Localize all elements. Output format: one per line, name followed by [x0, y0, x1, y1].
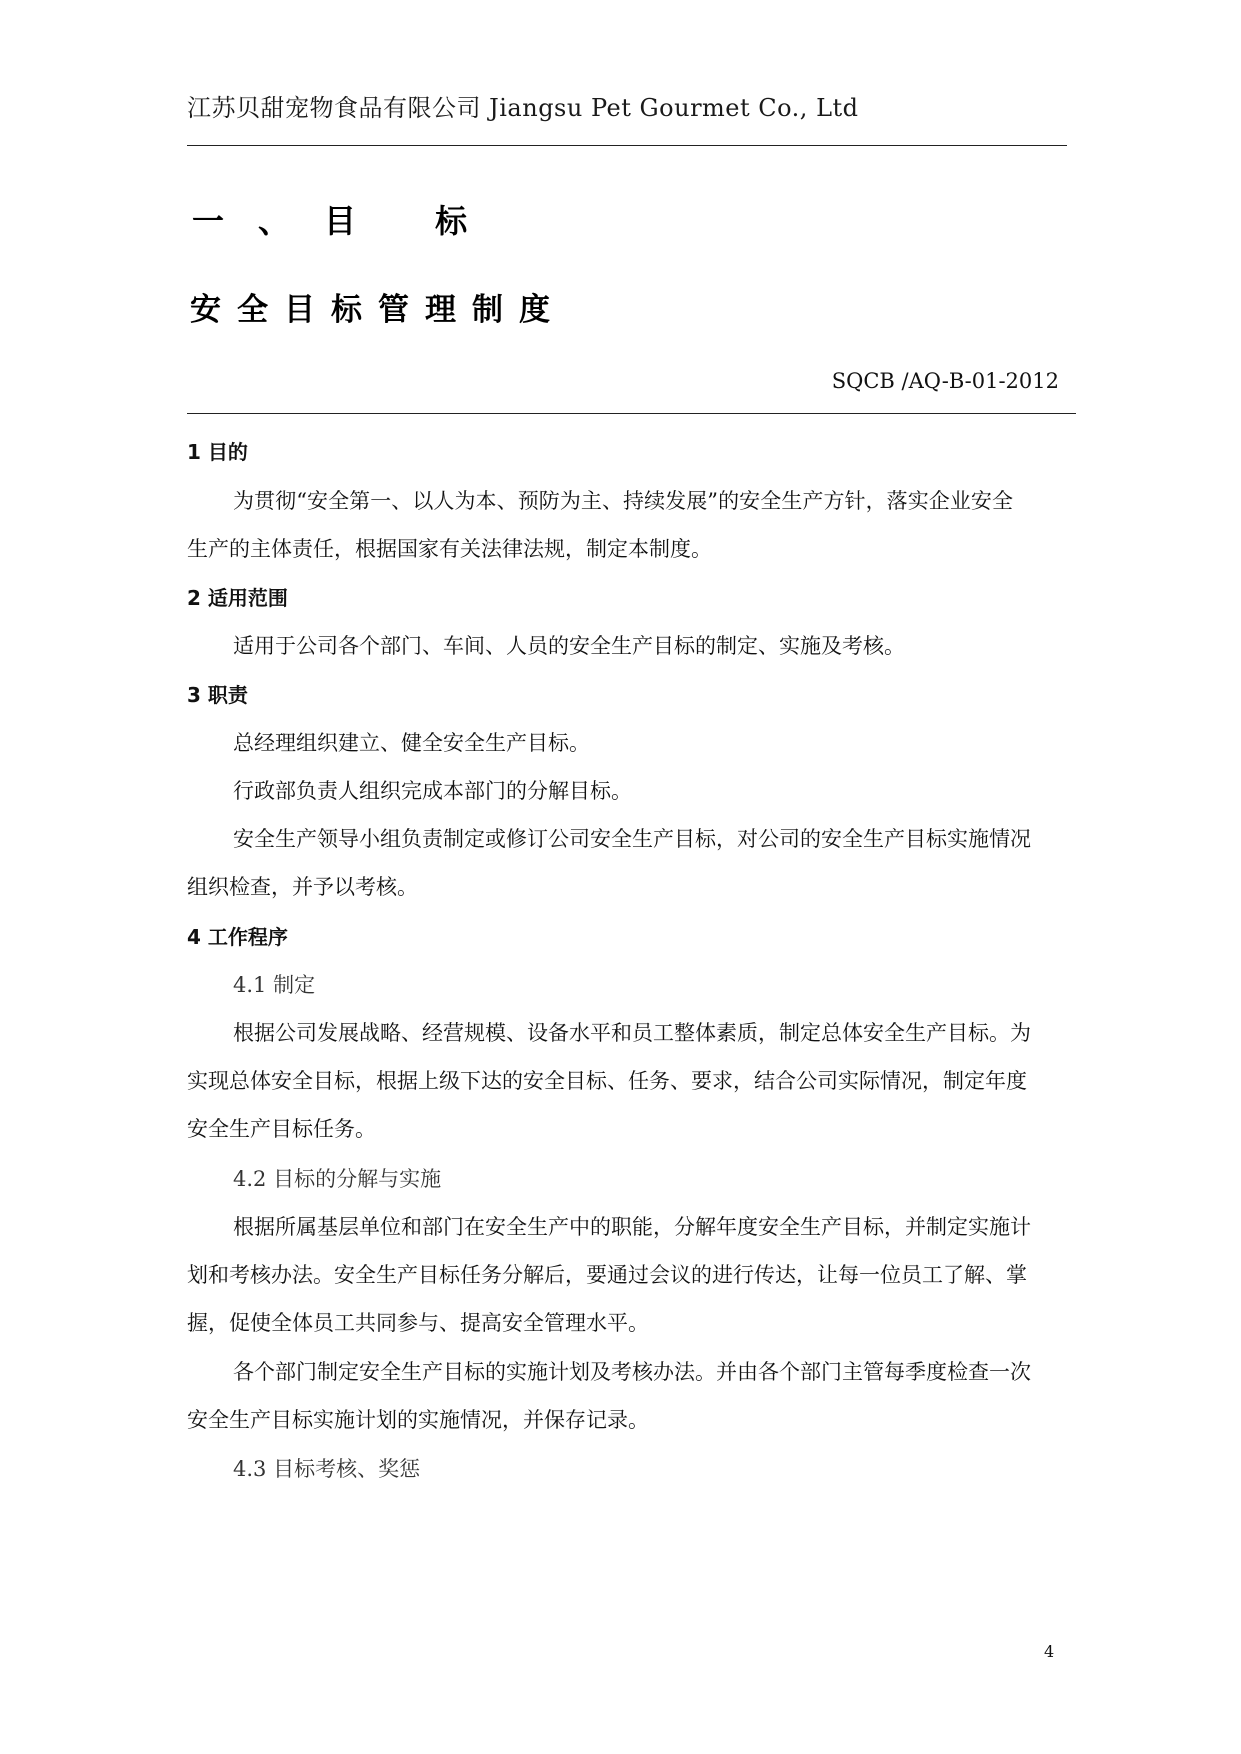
paragraph-line: 根据所属基层单位和部门在安全生产中的职能，分解年度安全生产目标，并制定实施计 [233, 1215, 1031, 1239]
paragraph-line: 为贯彻“安全第一、以人为本、预防为主、持续发展”的安全生产方针，落实企业安全 [233, 489, 1013, 513]
subsection-heading: 4.1 制定 [233, 973, 316, 997]
document-title: 安全目标管理制度 [190, 292, 566, 328]
subsection-heading: 4.3 目标考核、奖惩 [233, 1457, 421, 1481]
paragraph-line: 各个部门制定安全生产目标的实施计划及考核办法。并由各个部门主管每季度检查一次 [233, 1360, 1031, 1384]
paragraph-line: 实现总体安全目标，根据上级下达的安全目标、任务、要求，结合公司实际情况，制定年度 [187, 1069, 1027, 1093]
paragraph-line: 行政部负责人组织完成本部门的分解目标。 [233, 779, 632, 803]
paragraph-line: 生产的主体责任，根据国家有关法律法规，制定本制度。 [187, 537, 712, 561]
paragraph-line: 握，促使全体员工共同参与、提高安全管理水平。 [187, 1311, 649, 1335]
paragraph-line: 安全生产领导小组负责制定或修订公司安全生产目标，对公司的安全生产目标实施情况 [233, 827, 1031, 851]
paragraph-line: 安全生产目标任务。 [187, 1117, 376, 1141]
section-heading: 2 适用范围 [187, 586, 288, 610]
paragraph-line: 根据公司发展战略、经营规模、设备水平和员工整体素质，制定总体安全生产目标。为 [233, 1021, 1031, 1045]
page-number: 4 [1044, 1642, 1055, 1661]
section-heading: 1 目的 [187, 440, 248, 464]
paragraph-line: 组织检查，并予以考核。 [187, 875, 418, 899]
paragraph-line: 划和考核办法。安全生产目标任务分解后，要通过会议的进行传达，让每一位员工了解、掌 [187, 1263, 1027, 1287]
paragraph-line: 适用于公司各个部门、车间、人员的安全生产目标的制定、实施及考核。 [233, 634, 905, 658]
title-divider [187, 413, 1076, 414]
document-code: SQCB /AQ-B-01-2012 [831, 369, 1059, 393]
chapter-title: 一、目 标 [192, 202, 502, 240]
paragraph-line: 总经理组织建立、健全安全生产目标。 [233, 731, 590, 755]
section-heading: 4 工作程序 [187, 925, 288, 949]
paragraph-line: 安全生产目标实施计划的实施情况，并保存记录。 [187, 1408, 649, 1432]
subsection-heading: 4.2 目标的分解与实施 [233, 1167, 442, 1191]
section-heading: 3 职责 [187, 683, 248, 707]
header-divider [187, 145, 1067, 146]
page-header-company: 江苏贝甜宠物食品有限公司 Jiangsu Pet Gourmet Co., Ltd [187, 94, 859, 122]
